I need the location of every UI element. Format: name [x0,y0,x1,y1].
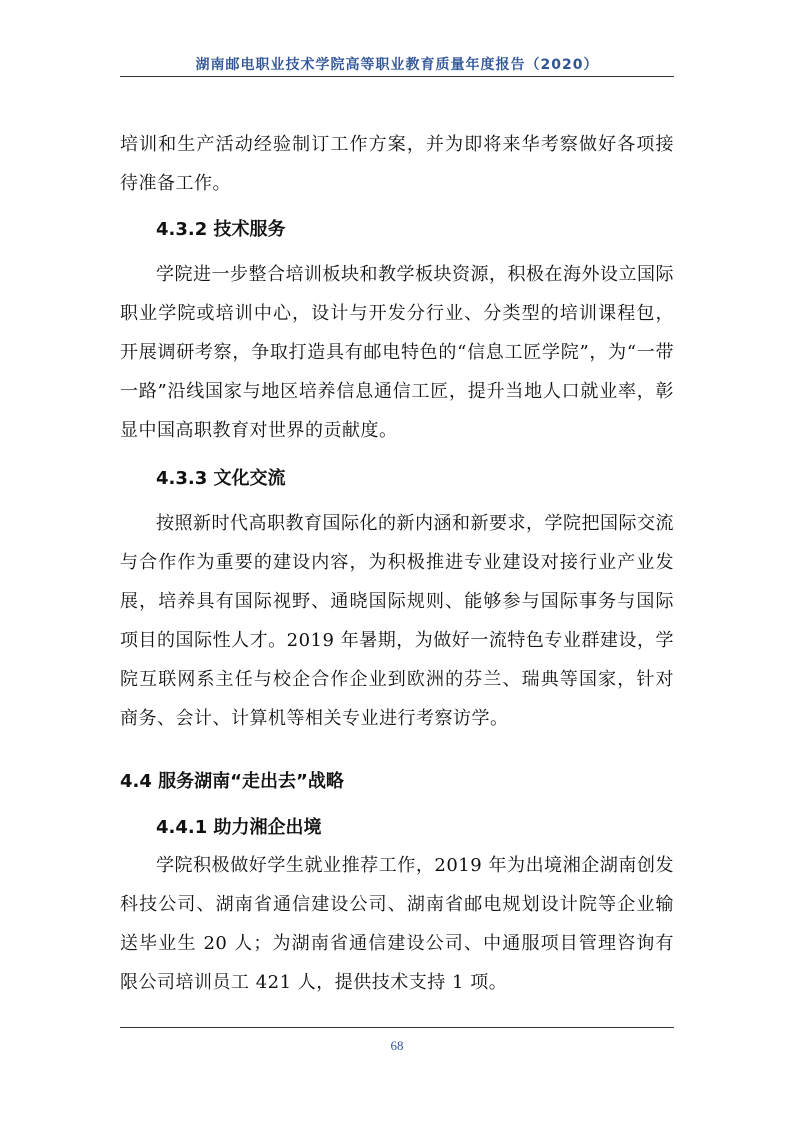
body-text: 学院积极做好学生就业推荐工作，2019 年为出境湘企湖南创发科技公司、湖南省通信建设公司、湖南省邮电规划设计院等企业输送毕业生 20 人；为湖南省通信建设公司、中通服项目管理咨询有限公司培训员工 421 人，提供技术支持 1 项。 [120,855,674,993]
paragraph-culture-exchange [120,504,674,738]
heading-4-4: 4.4 服务湖南“走出去”战略 [120,771,344,792]
heading-4-3-3: 4.3.3 文化交流 [156,468,286,489]
paragraph-continued [120,125,674,203]
footer-divider [120,1027,674,1028]
paragraph-tech-service [120,255,674,450]
body-text: 学院进一步整合培训板块和教学板块资源，积极在海外设立国际职业学院或培训中心，设计与开发分行业、分类型的培训课程包，开展调研考察，争取打造具有邮电特色的“信息工匠学院”，为“一带一路”沿线国家与地区培养信息通信工匠，提升当地人口就业率，彰显中国高职教育对世界的贡献度。 [120,264,674,441]
header-divider [120,76,674,77]
body-text: 按照新时代高职教育国际化的新内涵和新要求，学院把国际交流与合作作为重要的建设内容，为积极推进专业建设对接行业产业发展，培养具有国际视野、通晓国际规则、能够参与国际事务与国际项目的国际性人才。2019 年暑期，为做好一流特色专业群建设，学院互联网系主任与校企合作企业到欧洲的芬兰、瑞典等国家，针对商务、会计、计算机等相关专业进行考察访学。 [120,513,674,729]
page-number: 68 [390,1038,404,1053]
paragraph-hunan-enterprises [120,846,674,1002]
heading-4-4-1: 4.4.1 助力湘企出境 [156,817,322,838]
running-header: 湖南邮电职业技术学院高等职业教育质量年度报告（2020） [195,57,599,73]
heading-4-3-2: 4.3.2 技术服务 [156,219,286,240]
body-text: 培训和生产活动经验制订工作方案，并为即将来华考察做好各项接待准备工作。 [120,134,674,194]
